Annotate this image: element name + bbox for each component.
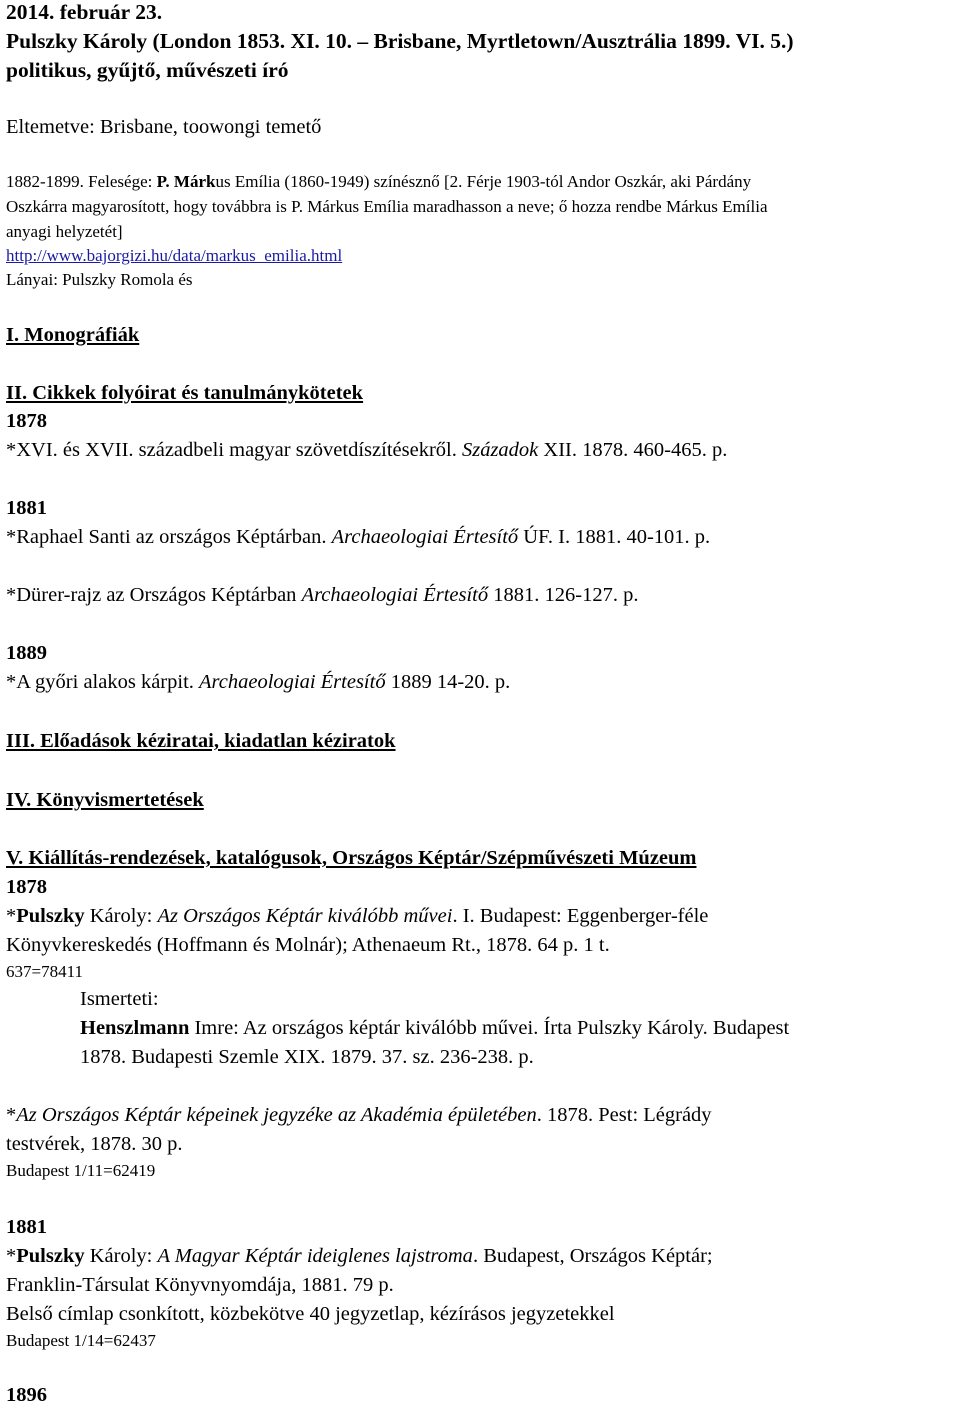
- catalog-1-title: Az Országos Képtár kiválóbb művei: [157, 905, 453, 927]
- article-3-post: 1881. 126-127. p.: [488, 584, 639, 606]
- wife-post: us Emília (1860-1949) színésznő [2. Férje 1903-tól Andor Oszkár, aki Párdány: [215, 172, 752, 191]
- catalog-1-author: Pulszky: [16, 905, 85, 927]
- year-1881-articles: 1881: [6, 497, 47, 519]
- article-1-post: XII. 1878. 460-465. p.: [538, 439, 728, 461]
- article-3-pre: *Dürer-rajz az Országos Képtárban: [6, 584, 302, 606]
- review-label: Ismerteti:: [80, 988, 159, 1010]
- catalog-2-star: *: [6, 1104, 17, 1126]
- name-heading: Pulszky Károly (London 1853. XI. 10. – Brisbane, Myrtletown/Ausztrália 1899. VI. 5.): [6, 29, 794, 53]
- catalog-ideiglenes-lajstroma: [6, 1245, 713, 1269]
- catalog-3-title: A Magyar Képtár ideiglenes lajstroma: [157, 1245, 473, 1267]
- catalog-3-callnumber: Budapest 1/14=62437: [6, 1331, 156, 1350]
- daughters-text: Lányai: Pulszky Romola és: [6, 270, 193, 289]
- article-2-journal: Archaeologiai Értesítő: [331, 526, 519, 548]
- wife-bold: P. Márk: [156, 172, 216, 191]
- catalog-3-star: *: [6, 1245, 17, 1267]
- year-1889-articles: 1889: [6, 642, 47, 664]
- article-4-journal: Archaeologiai Értesítő: [199, 671, 386, 693]
- catalog-1-line-2: Könyvkereskedés (Hoffmann és Molnár); Athenaeum Rt., 1878. 64 p. 1 t.: [6, 934, 610, 956]
- article-1-pre: *XVI. és XVII. századbeli magyar szövetdíszítésekről.: [6, 439, 462, 461]
- catalog-3-post: . Budapest, Országos Képtár;: [472, 1245, 713, 1267]
- catalog-3-note: Belső címlap csonkított, közbekötve 40 jegyzetlap, kézírásos jegyzetekkel: [6, 1303, 615, 1325]
- catalog-1-callnumber: 637=78411: [6, 962, 83, 981]
- year-1878-catalogs: 1878: [6, 876, 47, 898]
- date-heading: 2014. február 23.: [6, 0, 163, 24]
- catalog-3-author: Pulszky: [16, 1245, 85, 1267]
- catalog-2-post: . 1878. Pest: Légrády: [536, 1104, 712, 1126]
- review-rest: Imre: Az országos képtár kiválóbb művei. Írta Pulszky Károly. Budapest: [189, 1017, 790, 1039]
- year-1878-articles: 1878: [6, 410, 47, 432]
- article-durer: [6, 584, 638, 608]
- year-1896-catalogs: 1896: [6, 1384, 47, 1406]
- catalog-2-callnumber: Budapest 1/11=62419: [6, 1161, 156, 1180]
- article-raphael: [6, 526, 710, 550]
- article-karpit: [6, 671, 510, 695]
- article-4-post: 1889 14-20. p.: [385, 671, 511, 693]
- review-entry: [80, 1017, 789, 1041]
- section-konyvismertetesek: IV. Könyvismertetések: [6, 789, 204, 811]
- wife-line-2: Oszkárra magyarosított, hogy továbbra is P. Márkus Emília maradhasson a neve; ő hozza rendbe Márkus Emília: [6, 197, 768, 216]
- catalog-1-post: . I. Budapest: Eggenberger-féle: [452, 905, 709, 927]
- wife-pre: 1882-1899. Felesége:: [6, 172, 157, 191]
- article-3-journal: Archaeologiai Értesítő: [301, 584, 489, 606]
- article-4-pre: *A győri alakos kárpit.: [6, 671, 200, 693]
- article-2-post: ÚF. I. 1881. 40-101. p.: [518, 526, 711, 548]
- wife-line: [6, 172, 751, 192]
- year-1881-catalogs: 1881: [6, 1216, 47, 1238]
- section-kiallitasok: V. Kiállítás-rendezések, katalógusok, Országos Képtár/Szépművészeti Múzeum: [6, 847, 697, 869]
- article-1-journal: Századok: [461, 439, 539, 461]
- catalog-2-line-2: testvérek, 1878. 30 p.: [6, 1133, 183, 1155]
- burial-text: Eltemetve: Brisbane, toowongi temető: [6, 116, 322, 138]
- catalog-1-author-rest: Károly:: [84, 905, 158, 927]
- catalog-3-author-rest: Károly:: [84, 1245, 158, 1267]
- catalog-kepeinek-jegyzeke: [6, 1104, 712, 1128]
- section-monografiak: I. Monográfiák: [6, 324, 140, 346]
- catalog-3-line-2: Franklin-Társulat Könyvnyomdája, 1881. 79 p.: [6, 1274, 394, 1296]
- wife-line-3: anyagi helyzetét]: [6, 222, 123, 241]
- section-eloadasok: III. Előadások kéziratai, kiadatlan kéziratok: [6, 730, 396, 752]
- occupation-heading: politikus, gyűjtő, művészeti író: [6, 58, 289, 82]
- article-szovetdiszites: [6, 439, 727, 463]
- section-cikkek: II. Cikkek folyóirat és tanulmánykötetek: [6, 382, 364, 404]
- review-line-2: 1878. Budapesti Szemle XIX. 1879. 37. sz. 236-238. p.: [80, 1046, 534, 1068]
- catalog-1-star: *: [6, 905, 17, 927]
- article-2-pre: *Raphael Santi az országos Képtárban.: [6, 526, 332, 548]
- review-author: Henszlmann: [80, 1017, 190, 1039]
- catalog-2-title: Az Országos Képtár képeinek jegyzéke az Akadémia épületében: [16, 1104, 537, 1126]
- markus-emilia-link[interactable]: http://www.bajorgizi.hu/data/markus_emilia.html: [6, 246, 343, 265]
- catalog-kivalobb-muvei: [6, 905, 708, 929]
